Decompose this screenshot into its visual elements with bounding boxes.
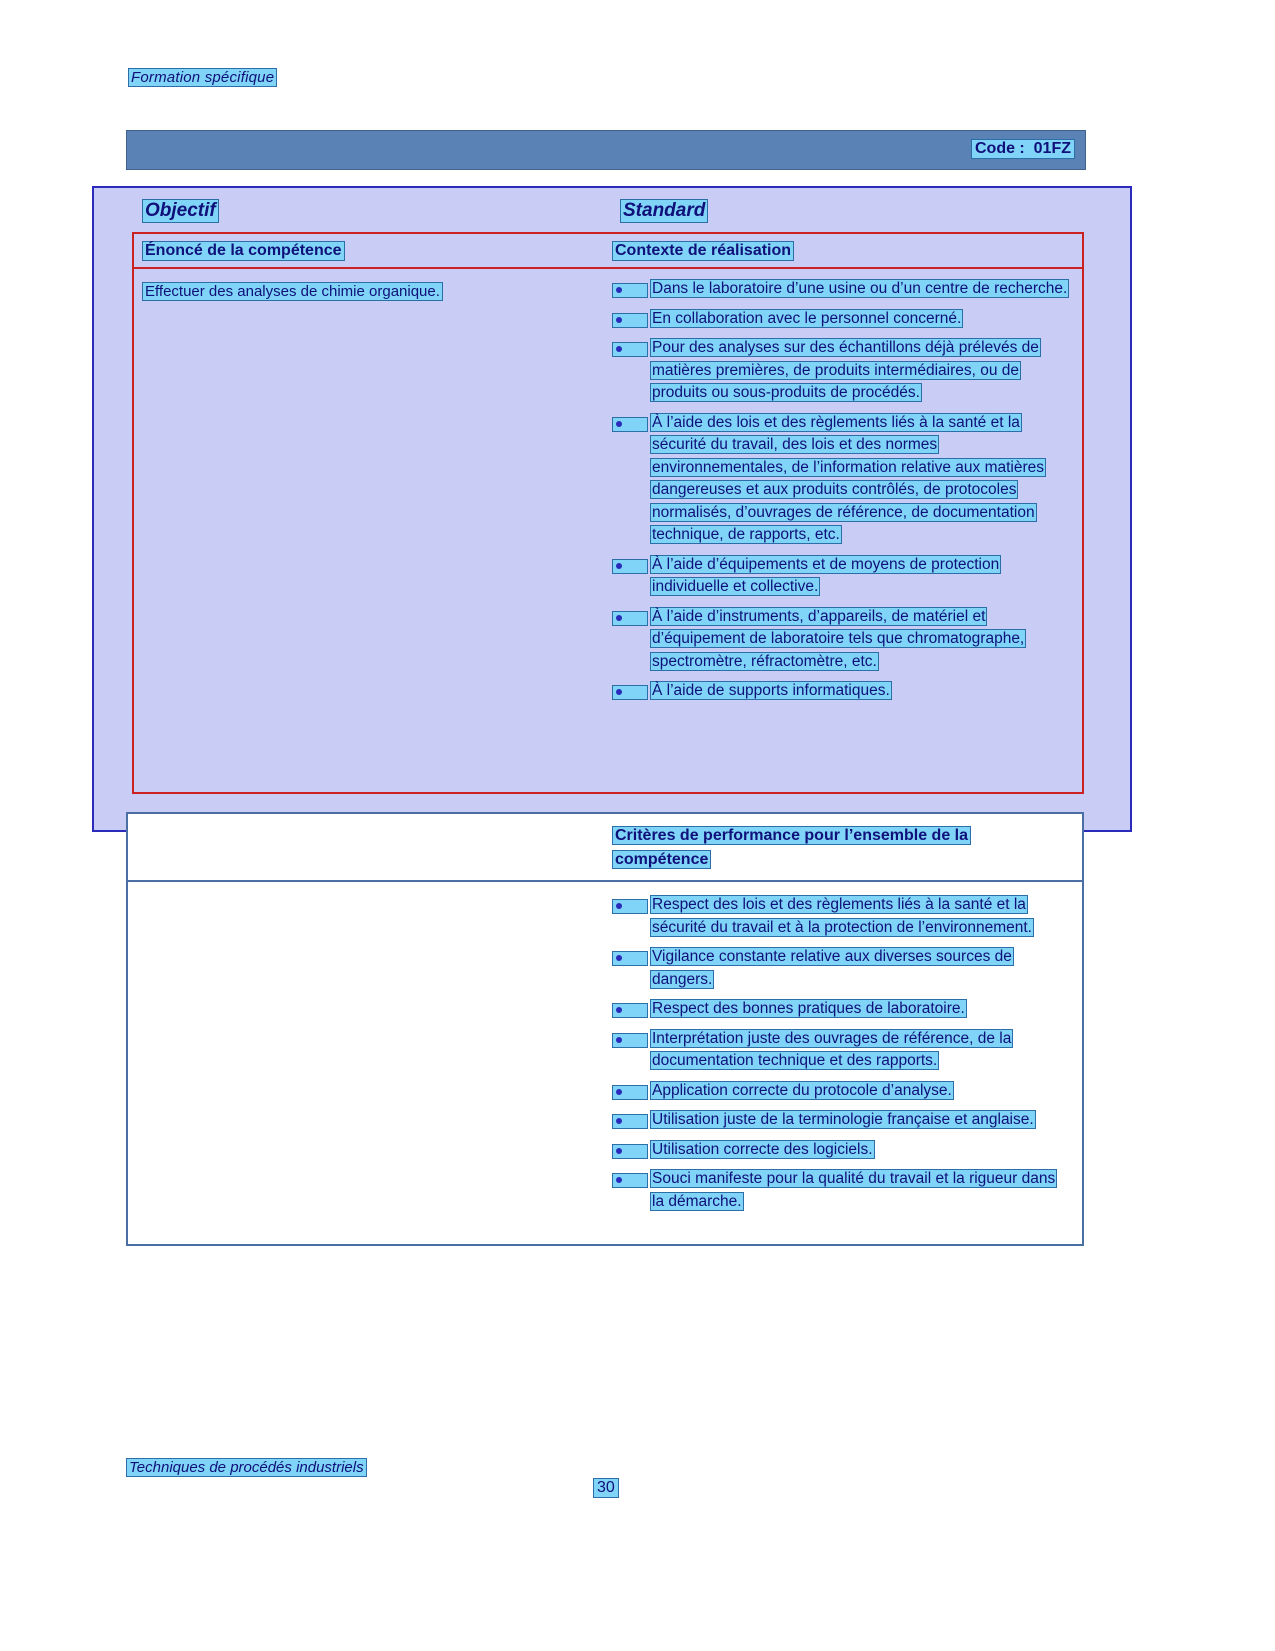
bullet-icon bbox=[612, 685, 648, 700]
bullet-icon bbox=[612, 417, 648, 432]
list-item bbox=[612, 1168, 1072, 1213]
list-item-text: Interprétation juste des ouvrages de référence, de la documentation technique et des rapports. bbox=[652, 1029, 1012, 1069]
list-item-text: Respect des bonnes pratiques de laboratoire. bbox=[652, 1000, 965, 1017]
bullet-icon bbox=[612, 951, 648, 966]
criteria-heading-cell bbox=[612, 824, 1062, 872]
list-item bbox=[612, 680, 1072, 703]
list-item bbox=[612, 998, 1072, 1021]
criteria-table-header-row bbox=[128, 814, 1082, 882]
bullet-icon bbox=[612, 611, 648, 626]
list-item bbox=[612, 606, 1072, 674]
criteria-table bbox=[126, 812, 1084, 1246]
list-item-text: En collaboration avec le personnel concerné. bbox=[652, 309, 962, 327]
list-item-text: Souci manifeste pour la qualité du travail et la rigueur dans la démarche. bbox=[652, 1170, 1056, 1210]
competence-code: Code : 01FZ bbox=[971, 139, 1075, 159]
bullet-icon bbox=[612, 1033, 648, 1048]
contexte-list bbox=[612, 278, 1072, 710]
bullet-icon bbox=[612, 342, 648, 357]
bullet-icon bbox=[612, 1114, 648, 1129]
header-contexte-realisation: Contexte de réalisation bbox=[612, 241, 794, 261]
column-heading-standard: Standard bbox=[620, 199, 708, 223]
list-item bbox=[612, 554, 1072, 599]
list-item-text: Application correcte du protocole d’analyse. bbox=[652, 1081, 952, 1099]
running-footer: Techniques de procédés industriels bbox=[126, 1458, 367, 1477]
header-enonce-competence: Énoncé de la compétence bbox=[142, 241, 345, 261]
list-item-text: À l’aide d’instruments, d’appareils, de matériel et d’équipement de laboratoire tels que chromatographe, spectromètre, réfractomètre, etc. bbox=[652, 607, 1025, 670]
competence-table bbox=[132, 232, 1084, 794]
list-item bbox=[612, 308, 1072, 331]
competence-statement: Effectuer des analyses de chimie organique. bbox=[142, 282, 443, 301]
page-number: 30 bbox=[593, 1478, 619, 1498]
bullet-icon bbox=[612, 559, 648, 574]
list-item bbox=[612, 412, 1072, 547]
list-item bbox=[612, 1139, 1072, 1162]
list-item-text: Pour des analyses sur des échantillons déjà prélevés de matières premières, de produits intermédiaires, ou de produits ou sous-produits de procédés. bbox=[652, 339, 1039, 401]
code-banner bbox=[126, 130, 1086, 170]
list-item-text: Utilisation juste de la terminologie française et anglaise. bbox=[652, 1111, 1034, 1128]
list-item-text: Respect des lois et des règlements liés à la santé et la sécurité du travail et à la protection de l’environnement. bbox=[652, 896, 1032, 936]
running-header: Formation spécifique bbox=[128, 68, 277, 87]
list-item bbox=[612, 1109, 1072, 1132]
list-item-text: À l’aide des lois et des règlements liés à la santé et la sécurité du travail, des lois et des normes environnementales, de l’information relative aux matières dangereuses et aux produits contrôlés, de protocoles normalisés, d’ouvrages de référence, de documentation technique, de rapports, etc. bbox=[652, 413, 1045, 543]
list-item-text: Utilisation correcte des logiciels. bbox=[652, 1140, 873, 1158]
bullet-icon bbox=[612, 1173, 648, 1188]
competence-table-header-row bbox=[134, 234, 1082, 269]
list-item bbox=[612, 894, 1072, 939]
criteria-list bbox=[612, 894, 1072, 1220]
list-item bbox=[612, 946, 1072, 991]
bullet-icon bbox=[612, 1003, 648, 1018]
list-item bbox=[612, 1028, 1072, 1073]
bullet-icon bbox=[612, 283, 648, 298]
bullet-icon bbox=[612, 1144, 648, 1159]
list-item bbox=[612, 278, 1072, 301]
bullet-icon bbox=[612, 313, 648, 328]
list-item-text: Vigilance constante relative aux diverses sources de dangers. bbox=[652, 948, 1012, 988]
list-item-text: Dans le laboratoire d’une usine ou d’un centre de recherche. bbox=[652, 280, 1068, 297]
list-item-text: À l’aide de supports informatiques. bbox=[652, 682, 890, 699]
list-item bbox=[612, 337, 1072, 405]
criteria-heading: Critères de performance pour l’ensemble de la compétence bbox=[612, 826, 971, 869]
list-item bbox=[612, 1080, 1072, 1103]
competence-statement-cell bbox=[142, 283, 582, 300]
column-heading-objectif: Objectif bbox=[142, 199, 219, 223]
bullet-icon bbox=[612, 1085, 648, 1100]
bullet-icon bbox=[612, 899, 648, 914]
list-item-text: À l’aide d’équipements et de moyens de protection individuelle et collective. bbox=[652, 555, 1000, 595]
